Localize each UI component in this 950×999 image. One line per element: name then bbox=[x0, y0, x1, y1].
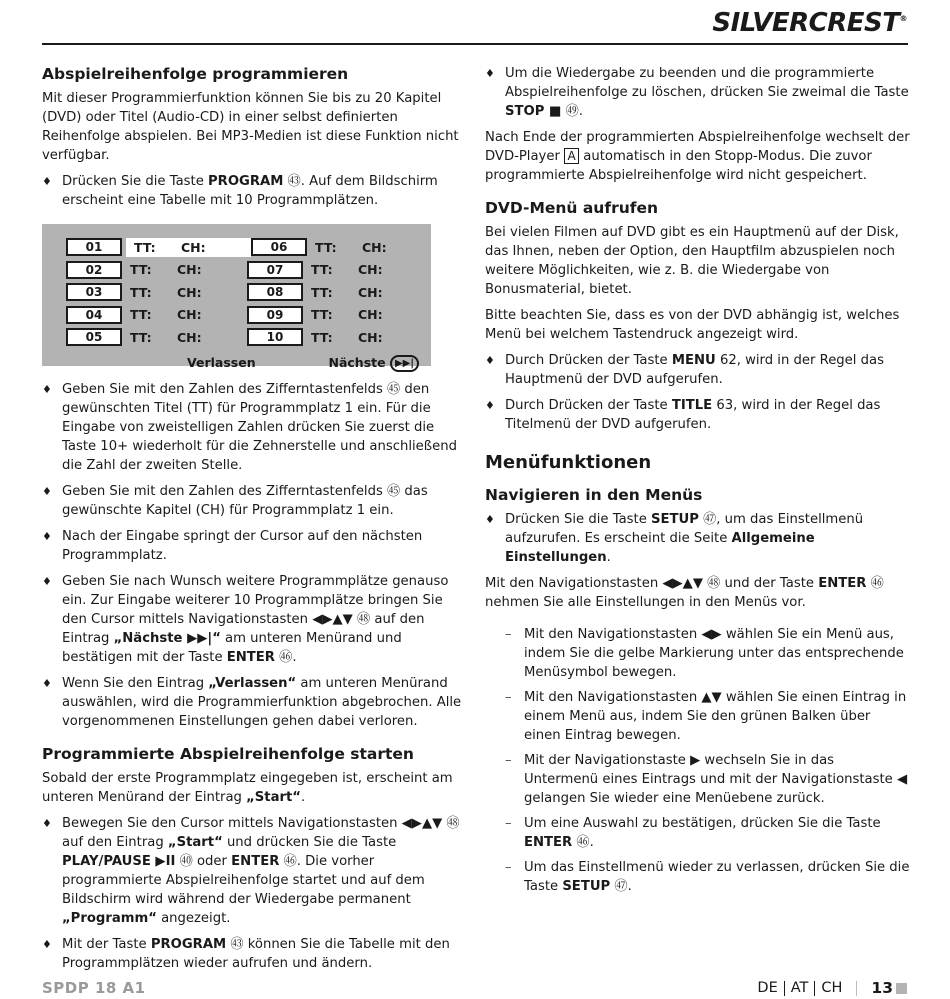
next-entry: Nächste ▶▶| bbox=[328, 355, 419, 372]
bullet-program-key: ♦ Drücken Sie die Taste PROGRAM ㊸. Auf dem Bildschirm erscheint eine Tabelle mit 10 Programmplätzen. bbox=[42, 174, 438, 208]
program-slot-05: 05 TT: CH: bbox=[66, 328, 247, 347]
page-number: 13 bbox=[871, 979, 893, 997]
para-dvd-menu: Bei vielen Filmen auf DVD gibt es ein Hauptmenü auf der Disk, das Ihnen, neben der Option, den Hauptfilm abzuspielen noch weitere Möglichkeiten, wie z. B. die Wiedergabe von Bonusmaterial, bietet. bbox=[485, 225, 899, 297]
dash-item-menu-select: – Mit den Navigationstasten ◀▶ wählen Sie ein Menü aus, indem Sie die gelbe Markierung unter das entsprechende Menüsymbol bewegen. bbox=[505, 627, 904, 680]
para-navigation: Mit den Navigationstasten ◀▶▲▼ ㊽ und der Taste ENTER ㊻ nehmen Sie alle Einstellungen in den Menüs vor. bbox=[485, 576, 884, 610]
lang-de: DE bbox=[757, 980, 778, 996]
para-stop-mode: Nach Ende der programmierten Abspielreihenfolge wechselt der DVD-Player A automatisch in den Stopp-Modus. Die zuvor programmierte Abspielreihenfolge wird nicht gespeichert. bbox=[485, 130, 910, 183]
dash-item-confirm: – Um eine Auswahl zu bestätigen, drücken Sie die Taste ENTER ㊻. bbox=[505, 816, 881, 850]
dash-item-submenu: – Mit der Navigationstaste ▶ wechseln Sie in das Untermenü eines Eintrags und mit der Navigationstaste ◀ gelangen Sie wieder eine Menüebene zurück. bbox=[505, 753, 908, 806]
device-label-box: A bbox=[564, 148, 579, 164]
program-slot-10: 10 TT: CH: bbox=[247, 328, 428, 347]
bullet-title-key: ♦ Durch Drücken der Taste TITLE 63, wird in der Regel das Titelmenü der DVD aufgerufen. bbox=[485, 398, 881, 432]
bullet-start-playback: ♦ Bewegen Sie den Cursor mittels Navigationstasten ◀▶▲▼ ㊽ auf den Eintrag „Start“ und drücken Sie die Taste PLAY/PAUSE ▶II ㊵ oder ENTER ㊻. Die vorher programmierte Abspielreihenfolge startet und auf dem Bildschirm wird während der Wiedergabe permanent „Programm“ angezeigt. bbox=[42, 816, 460, 926]
program-slot-07: 07 TT: CH: bbox=[247, 260, 428, 279]
brand-logo: SILVERCREST® bbox=[712, 8, 907, 38]
bullet-menu-key: ♦ Durch Drücken der Taste MENU 62, wird in der Regel das Hauptmenü der DVD aufgerufen. bbox=[485, 353, 884, 387]
left-column bbox=[42, 64, 466, 980]
program-slot-09: 09 TT: CH: bbox=[247, 305, 428, 324]
heading-dvd-menu: DVD-Menü aufrufen bbox=[485, 199, 659, 217]
program-table-footer bbox=[66, 355, 419, 372]
program-slot-01: 01 TT: CH: bbox=[66, 238, 251, 257]
page-marker-square bbox=[896, 983, 907, 994]
bullet-chapter-entry: ♦ Geben Sie mit den Zahlen des Zifferntastenfelds ㊺ das gewünschte Kapitel (CH) für Programmplatz 1 ein. bbox=[42, 484, 428, 518]
lang-ch: CH bbox=[821, 980, 843, 996]
para-dvd-note: Bitte beachten Sie, dass es von der DVD abhängig ist, welches Menü bei welchem Tastendruck angezeigt wird. bbox=[485, 308, 900, 342]
bullet-title-entry: ♦ Geben Sie mit den Zahlen des Zifferntastenfelds ㊺ den gewünschten Titel (TT) für Programmplatz 1 ein. Für die Eingabe von zweistelligen Zahlen drücken Sie zuerst die Taste 10+ wiederholt für die Zehnerstelle und anschließend die Zahl der zweiten Stelle. bbox=[42, 382, 457, 473]
program-row bbox=[66, 281, 419, 304]
program-row bbox=[66, 259, 419, 282]
para-intro: Mit dieser Programmierfunktion können Sie bis zu 20 Kapitel (DVD) oder Titel (Audio-CD) in einer selbst definierten Reihenfolge abspielen. Bei MP3-Medien ist diese Funktion nicht verfügbar. bbox=[42, 91, 459, 163]
heading-program: Abspielreihenfolge programmieren bbox=[42, 65, 349, 83]
exit-entry: Verlassen bbox=[187, 354, 256, 370]
program-slot-02: 02 TT: CH: bbox=[66, 260, 247, 279]
para-start: Sobald der erste Programmplatz eingegeben ist, erscheint am unteren Menürand der Eintrag „Start“. bbox=[42, 771, 453, 805]
bullet-more-slots: ♦ Geben Sie nach Wunsch weitere Programmplätze genauso ein. Zur Eingabe weiterer 10 Programmplätze bringen Sie den Cursor mittels Navigationstasten ◀▶▲▼ ㊽ auf den Eintrag „Nächste ▶▶|“ am unteren Menürand und bestätigen mit der Taste ENTER ㊻. bbox=[42, 574, 449, 665]
heading-menu-functions: Menüfunktionen bbox=[485, 452, 652, 473]
program-table bbox=[42, 224, 431, 370]
bullet-stop: ♦ Um die Wiedergabe zu beenden und die programmierte Abspielreihenfolge zu löschen, drücken Sie zweimal die Taste STOP ■ ㊾. bbox=[485, 66, 909, 119]
next-icon: ▶▶| bbox=[390, 355, 419, 372]
heading-start: Programmierte Abspielreihenfolge starten bbox=[42, 745, 414, 763]
program-row bbox=[66, 304, 419, 327]
bullet-program-recall: ♦ Mit der Taste PROGRAM ㊸ können Sie die Tabelle mit den Programmplätzen wieder aufrufen und ändern. bbox=[42, 937, 450, 971]
program-row bbox=[66, 236, 419, 259]
right-column bbox=[485, 64, 910, 902]
model-number: SPDP 18 A1 bbox=[42, 979, 146, 997]
program-slot-03: 03 TT: CH: bbox=[66, 283, 247, 302]
dash-item-entry-select: – Mit den Navigationstasten ▲▼ wählen Sie einen Eintrag in einem Menü aus, indem Sie den grünen Balken über einen Eintrag bewegen. bbox=[505, 690, 907, 743]
header-rule bbox=[42, 43, 908, 45]
lang-at: AT bbox=[790, 980, 809, 996]
program-slot-06: 06 TT: CH: bbox=[251, 238, 432, 257]
program-row bbox=[66, 326, 419, 349]
bullet-cursor-jump: ♦ Nach der Eingabe springt der Cursor auf den nächsten Programmplatz. bbox=[42, 529, 423, 563]
dash-item-exit-setup: – Um das Einstellmenü wieder zu verlassen, drücken Sie die Taste SETUP ㊼. bbox=[505, 860, 910, 894]
program-slot-08: 08 TT: CH: bbox=[247, 283, 428, 302]
bullet-exit: ♦ Wenn Sie den Eintrag „Verlassen“ am unteren Menürand auswählen, wird die Programmierfunktion abgebrochen. Alle vorgenommenen Einstellungen gehen dabei verloren. bbox=[42, 676, 462, 729]
page-footer bbox=[757, 979, 907, 997]
bullet-setup: ♦ Drücken Sie die Taste SETUP ㊼, um das Einstellmenü aufzurufen. Es erscheint die Seite Allgemeine Einstellungen. bbox=[485, 512, 864, 565]
program-slot-04: 04 TT: CH: bbox=[66, 305, 247, 324]
heading-navigate: Navigieren in den Menüs bbox=[485, 486, 703, 504]
